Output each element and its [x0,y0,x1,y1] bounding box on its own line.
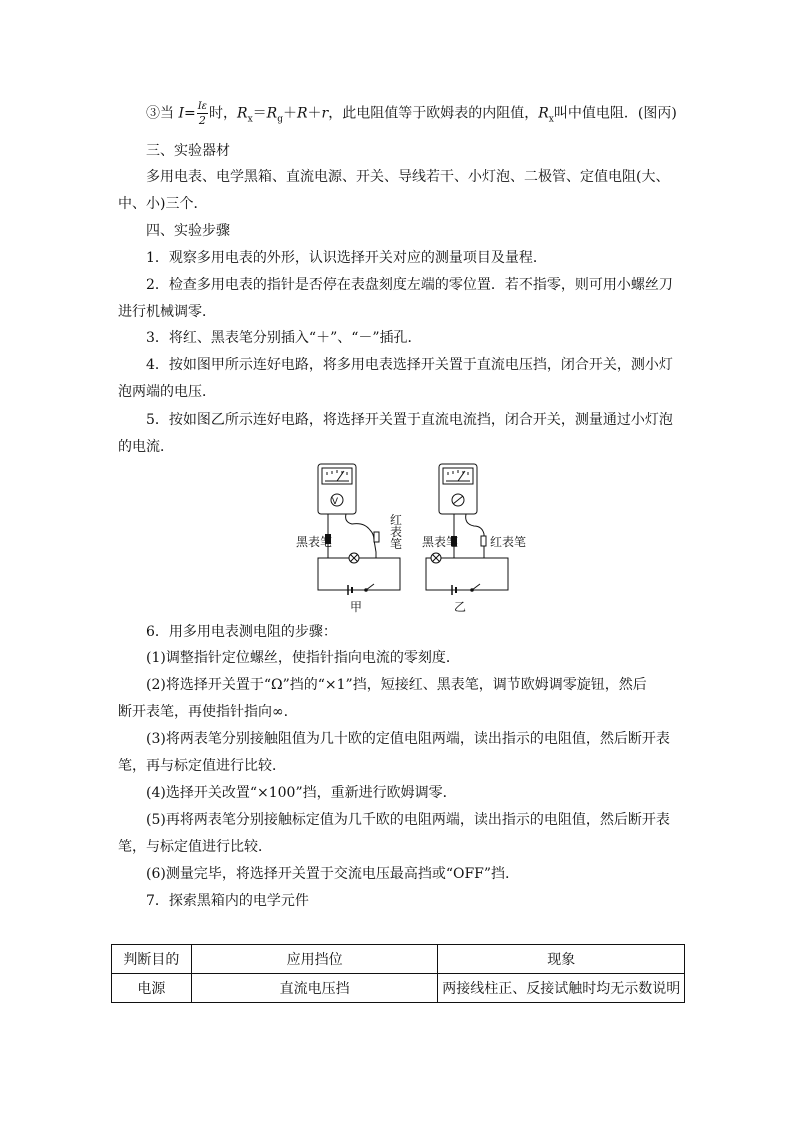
black-probe-label-left: 黑表笔 [296,535,333,549]
plus-sign-2: ＋ [307,105,322,122]
step-6-item-4: (4)选择开关改置“×100”挡，重新进行欧姆调零． [146,785,457,801]
formula-tail: 叫中值电阻．(图丙) [553,105,677,122]
figure-caption-right: 乙 [454,600,467,614]
table-header-row [112,945,685,974]
equals-sign: = [183,105,196,122]
var-r: r [321,105,329,122]
black-probe-label-right: 黑表笔 [422,535,459,549]
circuit-loop-left [318,558,400,590]
red-probe-label-right: 红表笔 [490,535,527,549]
table-cell: 两接线柱正、反接试触时均无示数说明 [438,974,685,1003]
table-cell: 电源 [112,974,192,1003]
red-probe-left [374,532,379,542]
section-3-line-2: 中、小)三个． [118,196,208,212]
plus-sign: ＋ [282,105,297,122]
red-probe-label-left-3: 笔 [390,537,403,551]
sub-x-2: x [548,114,554,125]
red-probe-label-left-2: 表 [390,525,403,539]
section-3-heading: 三、实验器材 [146,143,230,159]
step-4-line-2: 泡两端的电压． [118,384,216,400]
step-2-line-2: 进行机械调零． [118,304,216,320]
var-Rx: R [237,105,248,122]
fraction-denominator: 2 [198,114,206,127]
var-I: I [178,105,184,122]
meter-needle-right [458,471,465,481]
section-3-line-1: 多用电表、电学黑箱、直流电源、开关、导线若干、小灯泡、二极管、定值电阻(大、 [146,169,670,185]
meter-needle-left [337,471,344,481]
circled-3-prefix: ③当 [146,105,179,122]
table-cell: 直流电压挡 [191,974,438,1003]
table-header-purpose: 判断目的 [112,945,192,974]
red-probe-wire-left [346,514,376,558]
step-6-item-6: (6)测量完毕，将选择开关置于交流电压最高挡或“OFF”挡. [146,866,510,882]
step-6-item-3-line-2: 笔，再与标定值进行比较． [118,758,286,774]
sub-x: x [247,114,253,125]
step-6-item-1: (1)调整指针定位螺丝，使指针指向电流的零刻度． [146,650,460,666]
fraction [197,100,208,127]
red-probe-label-left-1: 红 [390,513,403,527]
red-probe-right [481,536,486,546]
table-header-phenomenon: 现象 [438,945,685,974]
fraction-numerator: Iε [197,101,208,112]
section-4-heading: 四、实验步骤 [146,223,230,239]
step-6-title: 6．用多用电表测电阻的步骤： [146,624,337,640]
step-5-line-2: 的电流． [118,439,174,455]
meter-v-symbol: V [331,497,339,507]
var-R: R [296,105,308,122]
var-Rx-2: R [538,105,549,122]
step-1: 1．观察多用电表的外形，认识选择开关对应的测量项目及量程． [146,250,547,266]
sub-g: g [277,114,283,125]
text-shi: 时， [209,105,238,122]
step-6-item-5-line-2: 笔，与标定值进行比较． [118,839,272,855]
equals-sign-2: ＝ [252,105,267,122]
figure-caption-left: 甲 [350,600,363,614]
step-6-item-5-line-1: (5)再将两表笔分别接触标定值为几千欧的电阻两端，读出指示的电阻值，然后断开表 [146,812,670,828]
step-7-title: 7．探索黑箱内的电学元件 [146,893,309,909]
step-2-line-1: 2．检查多用电表的指针是否停在表盘刻度左端的零位置．若不指零，则可用小螺丝刀 [146,277,673,293]
table-header-range: 应用挡位 [191,945,438,974]
formula-line [146,100,677,129]
formula-explanation: ，此电阻值等于欧姆表的内阻值， [328,105,539,122]
blackbox-table [111,944,685,1003]
table-row [112,974,685,1003]
step-6-item-2-line-1: (2)将选择开关置于“Ω”挡的“×1”挡，短接红、黑表笔，调节欧姆调零旋钮，然后 [146,677,647,693]
step-5-line-1: 5．按如图乙所示连好电路，将选择开关置于直流电流挡，闭合开关，测量通过小灯泡 [146,412,673,428]
circuit-figure [294,460,534,615]
var-Rg: R [266,105,278,122]
step-3: 3．将红、黑表笔分别插入“＋”、“－”插孔． [146,330,422,346]
step-6-item-3-line-1: (3)将两表笔分别接触阻值为几十欧的定值电阻两端，读出指示的电阻值，然后断开表 [146,731,670,747]
step-4-line-1: 4．按如图甲所示连好电路，将多用电表选择开关置于直流电压挡，闭合开关，测小灯 [146,357,673,373]
step-6-item-2-line-2: 断开表笔，再使指针指向∞. [118,704,289,720]
